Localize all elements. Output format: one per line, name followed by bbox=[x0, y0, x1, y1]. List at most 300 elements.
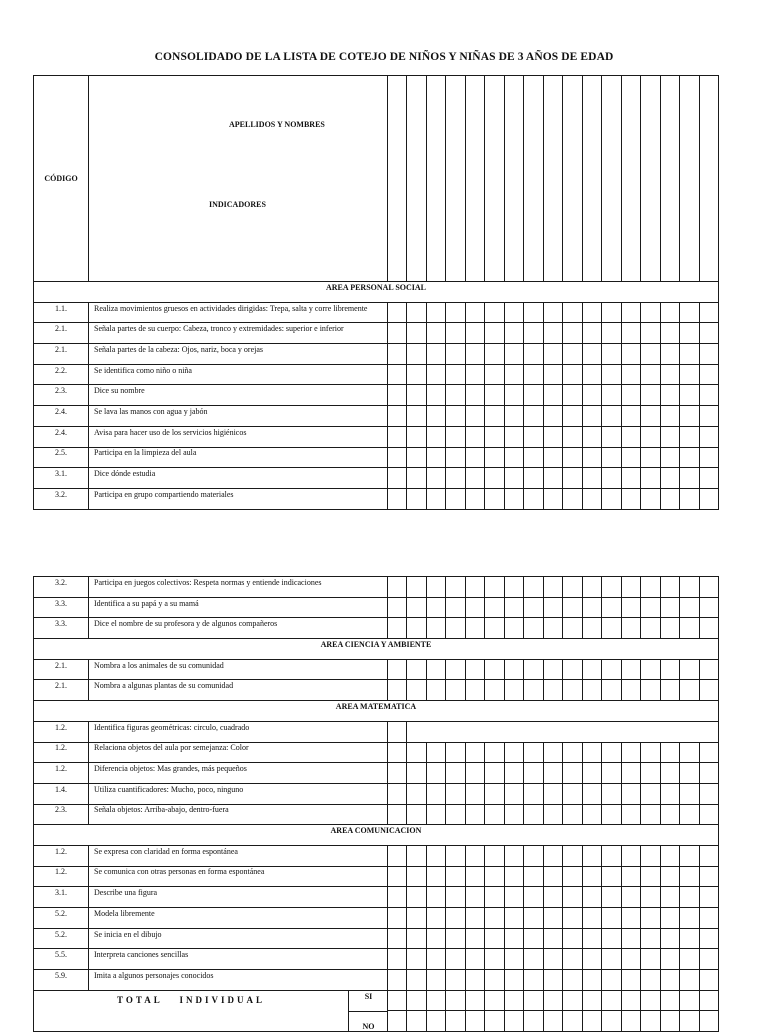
check-cell[interactable] bbox=[504, 406, 523, 427]
check-cell[interactable] bbox=[680, 618, 699, 639]
check-cell[interactable] bbox=[582, 680, 601, 701]
check-cell[interactable] bbox=[543, 742, 562, 763]
check-cell[interactable] bbox=[446, 804, 465, 825]
check-cell[interactable] bbox=[563, 488, 582, 509]
check-cell[interactable] bbox=[465, 659, 484, 680]
check-cell[interactable] bbox=[446, 468, 465, 489]
total-yes-cell[interactable] bbox=[426, 990, 445, 1011]
total-yes-cell[interactable] bbox=[407, 990, 426, 1011]
check-cell[interactable] bbox=[621, 426, 640, 447]
check-cell[interactable] bbox=[524, 866, 543, 887]
check-cell[interactable] bbox=[680, 970, 699, 991]
check-cell[interactable] bbox=[524, 783, 543, 804]
check-cell[interactable] bbox=[680, 323, 699, 344]
check-cell[interactable] bbox=[543, 908, 562, 929]
check-cell[interactable] bbox=[699, 763, 718, 784]
check-cell[interactable] bbox=[446, 385, 465, 406]
check-cell[interactable] bbox=[621, 447, 640, 468]
check-cell[interactable] bbox=[524, 659, 543, 680]
total-yes-cell[interactable] bbox=[680, 990, 699, 1011]
total-no-cell[interactable] bbox=[524, 1011, 543, 1032]
check-cell[interactable] bbox=[504, 447, 523, 468]
check-cell[interactable] bbox=[660, 908, 679, 929]
check-cell[interactable] bbox=[699, 447, 718, 468]
check-cell[interactable] bbox=[465, 680, 484, 701]
check-cell[interactable] bbox=[582, 597, 601, 618]
check-cell[interactable] bbox=[602, 597, 621, 618]
check-cell[interactable] bbox=[660, 406, 679, 427]
check-cell[interactable] bbox=[465, 763, 484, 784]
check-cell[interactable] bbox=[388, 928, 407, 949]
check-cell[interactable] bbox=[582, 804, 601, 825]
check-cell[interactable] bbox=[563, 845, 582, 866]
check-cell[interactable] bbox=[426, 488, 445, 509]
check-cell[interactable] bbox=[641, 659, 660, 680]
check-cell[interactable] bbox=[543, 597, 562, 618]
check-cell[interactable] bbox=[485, 742, 504, 763]
check-cell[interactable] bbox=[504, 426, 523, 447]
check-cell[interactable] bbox=[641, 488, 660, 509]
check-cell[interactable] bbox=[485, 908, 504, 929]
check-cell[interactable] bbox=[680, 783, 699, 804]
check-cell[interactable] bbox=[407, 302, 426, 323]
check-cell[interactable] bbox=[641, 783, 660, 804]
check-cell[interactable] bbox=[524, 763, 543, 784]
check-cell[interactable] bbox=[699, 323, 718, 344]
check-cell[interactable] bbox=[680, 344, 699, 365]
check-cell[interactable] bbox=[446, 406, 465, 427]
check-cell[interactable] bbox=[446, 928, 465, 949]
check-cell[interactable] bbox=[485, 783, 504, 804]
check-cell[interactable] bbox=[446, 577, 465, 598]
check-cell[interactable] bbox=[699, 659, 718, 680]
check-cell[interactable] bbox=[485, 804, 504, 825]
check-cell[interactable] bbox=[388, 618, 407, 639]
check-cell[interactable] bbox=[388, 488, 407, 509]
check-cell[interactable] bbox=[563, 364, 582, 385]
check-cell[interactable] bbox=[563, 426, 582, 447]
check-cell[interactable] bbox=[504, 783, 523, 804]
check-cell[interactable] bbox=[641, 742, 660, 763]
check-cell[interactable] bbox=[485, 597, 504, 618]
check-cell[interactable] bbox=[388, 302, 407, 323]
check-cell[interactable] bbox=[699, 742, 718, 763]
check-cell[interactable] bbox=[699, 406, 718, 427]
check-cell[interactable] bbox=[680, 406, 699, 427]
check-cell[interactable] bbox=[504, 364, 523, 385]
check-cell[interactable] bbox=[465, 577, 484, 598]
check-cell[interactable] bbox=[641, 970, 660, 991]
check-cell[interactable] bbox=[602, 742, 621, 763]
check-cell[interactable] bbox=[641, 763, 660, 784]
total-yes-cell[interactable] bbox=[621, 990, 640, 1011]
check-cell[interactable] bbox=[641, 302, 660, 323]
check-cell[interactable] bbox=[426, 908, 445, 929]
check-cell[interactable] bbox=[582, 302, 601, 323]
check-cell[interactable] bbox=[641, 385, 660, 406]
check-cell[interactable] bbox=[388, 680, 407, 701]
total-no-cell[interactable] bbox=[563, 1011, 582, 1032]
check-cell[interactable] bbox=[563, 908, 582, 929]
check-cell[interactable] bbox=[426, 323, 445, 344]
check-cell[interactable] bbox=[426, 804, 445, 825]
student-name-column[interactable] bbox=[407, 76, 426, 282]
check-cell[interactable] bbox=[388, 426, 407, 447]
check-cell[interactable] bbox=[680, 804, 699, 825]
check-cell[interactable] bbox=[524, 488, 543, 509]
check-cell[interactable] bbox=[660, 887, 679, 908]
check-cell[interactable] bbox=[504, 577, 523, 598]
check-cell[interactable] bbox=[563, 385, 582, 406]
check-cell[interactable] bbox=[621, 866, 640, 887]
total-no-cell[interactable] bbox=[543, 1011, 562, 1032]
total-no-cell[interactable] bbox=[582, 1011, 601, 1032]
check-cell[interactable] bbox=[485, 406, 504, 427]
check-cell[interactable] bbox=[465, 447, 484, 468]
check-cell[interactable] bbox=[582, 783, 601, 804]
check-cell[interactable] bbox=[465, 887, 484, 908]
check-cell[interactable] bbox=[699, 866, 718, 887]
check-cell[interactable] bbox=[446, 364, 465, 385]
check-cell[interactable] bbox=[699, 783, 718, 804]
check-cell[interactable] bbox=[524, 908, 543, 929]
check-cell[interactable] bbox=[543, 845, 562, 866]
check-cell[interactable] bbox=[563, 468, 582, 489]
check-cell[interactable] bbox=[699, 488, 718, 509]
check-cell[interactable] bbox=[602, 845, 621, 866]
check-cell[interactable] bbox=[582, 845, 601, 866]
check-cell[interactable] bbox=[582, 385, 601, 406]
total-no-cell[interactable] bbox=[465, 1011, 484, 1032]
check-cell[interactable] bbox=[641, 928, 660, 949]
check-cell[interactable] bbox=[426, 845, 445, 866]
check-cell[interactable] bbox=[407, 426, 426, 447]
check-cell[interactable] bbox=[641, 323, 660, 344]
check-cell[interactable] bbox=[407, 763, 426, 784]
check-cell[interactable] bbox=[543, 887, 562, 908]
check-cell[interactable] bbox=[699, 344, 718, 365]
check-cell[interactable] bbox=[660, 468, 679, 489]
check-cell[interactable] bbox=[524, 426, 543, 447]
check-cell[interactable] bbox=[426, 597, 445, 618]
check-cell[interactable] bbox=[446, 302, 465, 323]
check-cell[interactable] bbox=[465, 928, 484, 949]
check-cell[interactable] bbox=[485, 763, 504, 784]
check-cell[interactable] bbox=[524, 364, 543, 385]
student-name-column[interactable] bbox=[699, 76, 718, 282]
check-cell[interactable] bbox=[446, 323, 465, 344]
check-cell[interactable] bbox=[660, 385, 679, 406]
check-cell[interactable] bbox=[621, 742, 640, 763]
check-cell[interactable] bbox=[388, 447, 407, 468]
check-cell[interactable] bbox=[524, 949, 543, 970]
total-yes-cell[interactable] bbox=[485, 990, 504, 1011]
check-cell[interactable] bbox=[426, 742, 445, 763]
check-cell[interactable] bbox=[582, 742, 601, 763]
check-cell[interactable] bbox=[504, 344, 523, 365]
check-cell[interactable] bbox=[407, 406, 426, 427]
check-cell[interactable] bbox=[543, 618, 562, 639]
check-cell[interactable] bbox=[621, 659, 640, 680]
check-cell[interactable] bbox=[446, 970, 465, 991]
check-cell[interactable] bbox=[641, 949, 660, 970]
check-cell[interactable] bbox=[465, 344, 484, 365]
check-cell[interactable] bbox=[388, 742, 407, 763]
total-no-cell[interactable] bbox=[602, 1011, 621, 1032]
check-cell[interactable] bbox=[426, 406, 445, 427]
check-cell[interactable] bbox=[446, 887, 465, 908]
check-cell[interactable] bbox=[388, 783, 407, 804]
check-cell[interactable] bbox=[504, 949, 523, 970]
check-cell[interactable] bbox=[426, 577, 445, 598]
check-cell[interactable] bbox=[388, 385, 407, 406]
check-cell[interactable] bbox=[543, 577, 562, 598]
check-cell[interactable] bbox=[621, 887, 640, 908]
check-cell[interactable] bbox=[388, 468, 407, 489]
check-cell[interactable] bbox=[388, 323, 407, 344]
check-cell[interactable] bbox=[465, 970, 484, 991]
check-cell[interactable] bbox=[602, 866, 621, 887]
check-cell[interactable] bbox=[446, 783, 465, 804]
check-cell[interactable] bbox=[641, 908, 660, 929]
check-cell[interactable] bbox=[641, 887, 660, 908]
check-cell[interactable] bbox=[641, 866, 660, 887]
check-cell[interactable] bbox=[660, 783, 679, 804]
total-yes-cell[interactable] bbox=[602, 990, 621, 1011]
check-cell[interactable] bbox=[407, 468, 426, 489]
check-cell[interactable] bbox=[699, 949, 718, 970]
check-cell[interactable] bbox=[485, 577, 504, 598]
check-cell[interactable] bbox=[388, 887, 407, 908]
check-cell[interactable] bbox=[485, 866, 504, 887]
student-name-column[interactable] bbox=[660, 76, 679, 282]
check-cell[interactable] bbox=[426, 866, 445, 887]
total-yes-cell[interactable] bbox=[641, 990, 660, 1011]
check-cell[interactable] bbox=[485, 970, 504, 991]
check-cell[interactable] bbox=[426, 302, 445, 323]
check-cell[interactable] bbox=[465, 323, 484, 344]
check-cell[interactable] bbox=[660, 763, 679, 784]
check-cell[interactable] bbox=[504, 928, 523, 949]
check-cell[interactable] bbox=[426, 659, 445, 680]
check-cell[interactable] bbox=[407, 323, 426, 344]
student-name-column[interactable] bbox=[543, 76, 562, 282]
check-cell[interactable] bbox=[485, 302, 504, 323]
check-cell[interactable] bbox=[407, 344, 426, 365]
check-cell[interactable] bbox=[699, 970, 718, 991]
check-cell[interactable] bbox=[426, 344, 445, 365]
check-cell[interactable] bbox=[407, 928, 426, 949]
check-cell[interactable] bbox=[543, 364, 562, 385]
check-cell[interactable] bbox=[602, 302, 621, 323]
check-cell[interactable] bbox=[699, 804, 718, 825]
check-cell[interactable] bbox=[524, 468, 543, 489]
check-cell[interactable] bbox=[388, 908, 407, 929]
check-cell[interactable] bbox=[680, 949, 699, 970]
total-no-cell[interactable] bbox=[388, 1011, 407, 1032]
check-cell[interactable] bbox=[446, 618, 465, 639]
check-cell[interactable] bbox=[504, 597, 523, 618]
total-no-cell[interactable] bbox=[699, 1011, 718, 1032]
check-cell[interactable] bbox=[699, 597, 718, 618]
check-cell[interactable] bbox=[660, 928, 679, 949]
check-cell[interactable] bbox=[388, 406, 407, 427]
check-cell[interactable] bbox=[602, 447, 621, 468]
check-cell[interactable] bbox=[543, 680, 562, 701]
check-cell[interactable] bbox=[504, 302, 523, 323]
check-cell[interactable] bbox=[524, 302, 543, 323]
check-cell[interactable] bbox=[407, 577, 426, 598]
total-no-cell[interactable] bbox=[426, 1011, 445, 1032]
check-cell[interactable] bbox=[602, 804, 621, 825]
check-cell[interactable] bbox=[563, 928, 582, 949]
check-cell[interactable] bbox=[660, 426, 679, 447]
check-cell[interactable] bbox=[582, 908, 601, 929]
check-cell[interactable] bbox=[485, 928, 504, 949]
check-cell[interactable] bbox=[582, 364, 601, 385]
check-cell[interactable] bbox=[543, 406, 562, 427]
check-cell[interactable] bbox=[582, 447, 601, 468]
check-cell[interactable] bbox=[524, 344, 543, 365]
check-cell[interactable] bbox=[699, 928, 718, 949]
check-cell[interactable] bbox=[524, 323, 543, 344]
check-cell[interactable] bbox=[582, 928, 601, 949]
check-cell[interactable] bbox=[602, 323, 621, 344]
check-cell[interactable] bbox=[465, 845, 484, 866]
check-cell[interactable] bbox=[680, 908, 699, 929]
check-cell[interactable] bbox=[563, 302, 582, 323]
check-cell[interactable] bbox=[699, 302, 718, 323]
student-name-column[interactable] bbox=[446, 76, 465, 282]
check-cell[interactable] bbox=[446, 742, 465, 763]
check-cell[interactable] bbox=[621, 783, 640, 804]
student-name-column[interactable] bbox=[485, 76, 504, 282]
check-cell[interactable] bbox=[388, 970, 407, 991]
check-cell[interactable] bbox=[543, 385, 562, 406]
check-cell[interactable] bbox=[543, 928, 562, 949]
check-cell[interactable] bbox=[602, 763, 621, 784]
check-cell[interactable] bbox=[446, 949, 465, 970]
check-cell[interactable] bbox=[465, 597, 484, 618]
check-cell[interactable] bbox=[485, 845, 504, 866]
check-cell[interactable] bbox=[426, 364, 445, 385]
check-cell[interactable] bbox=[641, 447, 660, 468]
check-cell[interactable] bbox=[407, 783, 426, 804]
check-cell[interactable] bbox=[680, 468, 699, 489]
student-name-column[interactable] bbox=[426, 76, 445, 282]
check-cell[interactable] bbox=[602, 680, 621, 701]
check-cell[interactable] bbox=[465, 783, 484, 804]
check-cell[interactable] bbox=[680, 577, 699, 598]
total-yes-cell[interactable] bbox=[699, 990, 718, 1011]
total-yes-cell[interactable] bbox=[524, 990, 543, 1011]
student-name-column[interactable] bbox=[582, 76, 601, 282]
check-cell[interactable] bbox=[426, 447, 445, 468]
check-cell[interactable] bbox=[582, 406, 601, 427]
check-cell[interactable] bbox=[563, 763, 582, 784]
check-cell[interactable] bbox=[388, 804, 407, 825]
check-cell-merged[interactable] bbox=[407, 721, 719, 742]
check-cell[interactable] bbox=[485, 344, 504, 365]
check-cell[interactable] bbox=[660, 949, 679, 970]
check-cell[interactable] bbox=[563, 887, 582, 908]
check-cell[interactable] bbox=[524, 845, 543, 866]
total-no-cell[interactable] bbox=[446, 1011, 465, 1032]
check-cell[interactable] bbox=[407, 488, 426, 509]
check-cell[interactable] bbox=[543, 488, 562, 509]
check-cell[interactable] bbox=[485, 488, 504, 509]
total-yes-cell[interactable] bbox=[543, 990, 562, 1011]
check-cell[interactable] bbox=[680, 680, 699, 701]
check-cell[interactable] bbox=[602, 928, 621, 949]
check-cell[interactable] bbox=[407, 597, 426, 618]
check-cell[interactable] bbox=[680, 866, 699, 887]
check-cell[interactable] bbox=[563, 804, 582, 825]
check-cell[interactable] bbox=[621, 970, 640, 991]
check-cell[interactable] bbox=[563, 866, 582, 887]
total-yes-cell[interactable] bbox=[388, 990, 407, 1011]
student-name-column[interactable] bbox=[621, 76, 640, 282]
check-cell[interactable] bbox=[699, 577, 718, 598]
check-cell[interactable] bbox=[407, 447, 426, 468]
check-cell[interactable] bbox=[407, 970, 426, 991]
check-cell[interactable] bbox=[465, 385, 484, 406]
total-no-cell[interactable] bbox=[407, 1011, 426, 1032]
check-cell[interactable] bbox=[621, 845, 640, 866]
student-name-column[interactable] bbox=[524, 76, 543, 282]
check-cell[interactable] bbox=[621, 406, 640, 427]
check-cell[interactable] bbox=[426, 887, 445, 908]
check-cell[interactable] bbox=[504, 742, 523, 763]
check-cell[interactable] bbox=[524, 887, 543, 908]
check-cell[interactable] bbox=[602, 949, 621, 970]
check-cell[interactable] bbox=[641, 804, 660, 825]
check-cell[interactable] bbox=[426, 426, 445, 447]
check-cell[interactable] bbox=[407, 742, 426, 763]
check-cell[interactable] bbox=[426, 680, 445, 701]
check-cell[interactable] bbox=[621, 908, 640, 929]
check-cell[interactable] bbox=[543, 468, 562, 489]
check-cell[interactable] bbox=[680, 659, 699, 680]
check-cell[interactable] bbox=[699, 468, 718, 489]
student-name-column[interactable] bbox=[641, 76, 660, 282]
check-cell[interactable] bbox=[660, 659, 679, 680]
student-name-column[interactable] bbox=[680, 76, 699, 282]
check-cell[interactable] bbox=[563, 344, 582, 365]
check-cell[interactable] bbox=[407, 866, 426, 887]
check-cell[interactable] bbox=[446, 597, 465, 618]
check-cell[interactable] bbox=[680, 887, 699, 908]
check-cell[interactable] bbox=[602, 406, 621, 427]
check-cell[interactable] bbox=[485, 887, 504, 908]
check-cell[interactable] bbox=[446, 908, 465, 929]
check-cell[interactable] bbox=[660, 323, 679, 344]
check-cell[interactable] bbox=[621, 597, 640, 618]
check-cell[interactable] bbox=[485, 447, 504, 468]
check-cell[interactable] bbox=[543, 804, 562, 825]
check-cell[interactable] bbox=[563, 659, 582, 680]
student-name-column[interactable] bbox=[602, 76, 621, 282]
check-cell[interactable] bbox=[582, 618, 601, 639]
check-cell[interactable] bbox=[446, 426, 465, 447]
check-cell[interactable] bbox=[485, 680, 504, 701]
check-cell[interactable] bbox=[543, 302, 562, 323]
check-cell[interactable] bbox=[621, 618, 640, 639]
check-cell[interactable] bbox=[582, 763, 601, 784]
check-cell[interactable] bbox=[641, 597, 660, 618]
check-cell[interactable] bbox=[621, 763, 640, 784]
check-cell[interactable] bbox=[388, 949, 407, 970]
